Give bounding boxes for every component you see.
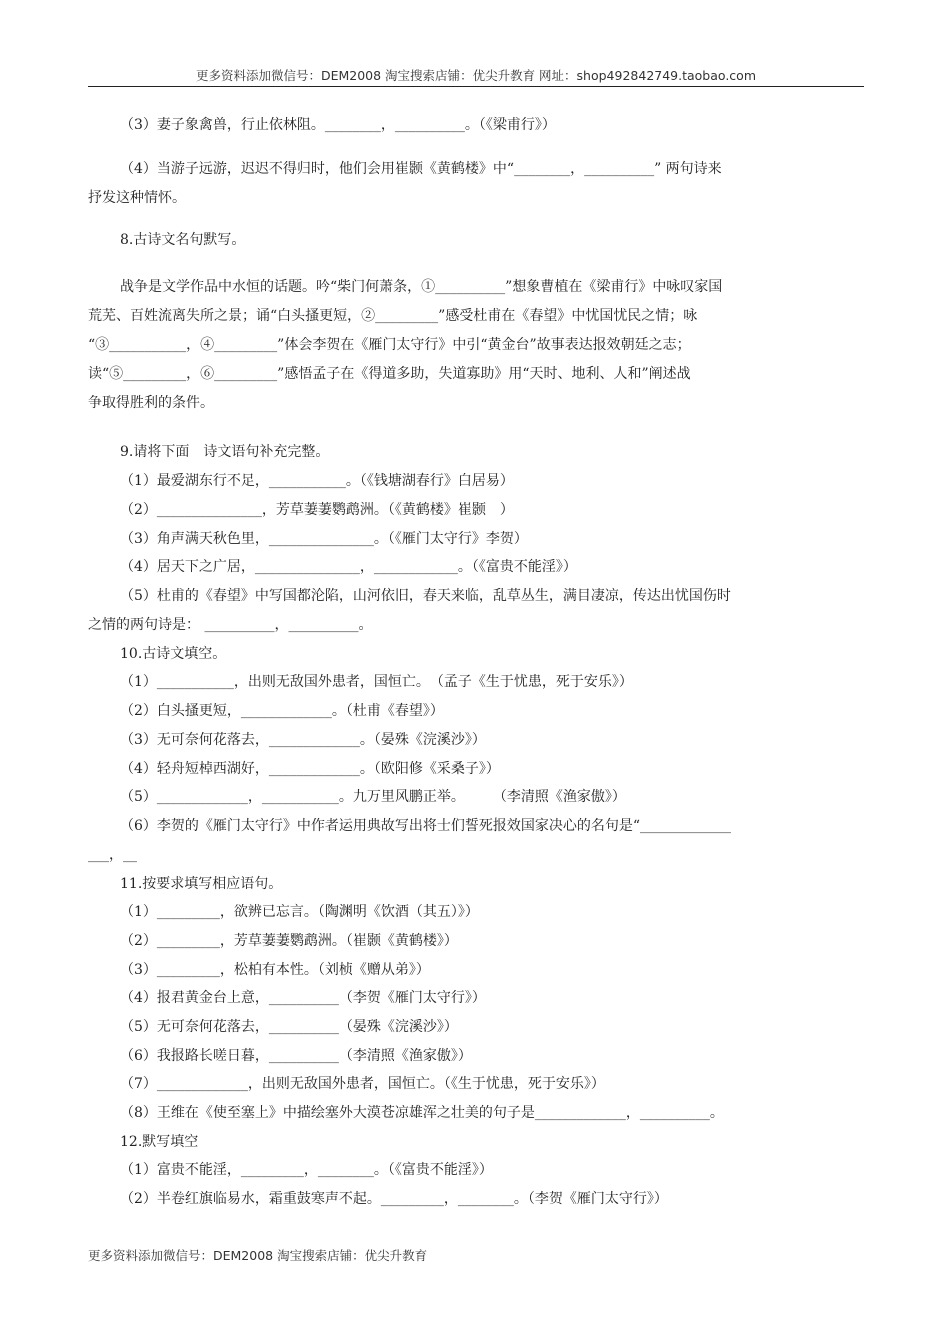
question-line: （1）富贵不能淫，_________，________。（《富贵不能淫》） <box>120 1162 493 1178</box>
page-header: 更多资料添加微信号：DEM2008 淘宝搜索店铺：优尖升教育 网址：shop492842749.taobao.com <box>195 68 757 83</box>
question-line: （1）___________，出则无敌国外患者，国恒亡。 （孟子《生于忧患，死于安乐》） <box>120 674 633 690</box>
question-line: （4）报君黄金台上意，__________（李贺《雁门太守行》） <box>120 990 486 1006</box>
question-line: （3）角声满天秋色里，_______________。（《雁门太守行》李贺） <box>120 531 528 547</box>
question-line: “③___________，④_________”体会李贺在《雁门太守行》中引“黄金台”故事表达报效朝廷之志； <box>88 337 691 353</box>
question-line: （5）无可奈何花落去，__________（晏殊《浣溪沙》） <box>120 1019 458 1035</box>
question-line: （2）白头搔更短，_____________。（杜甫《春望》） <box>120 703 444 719</box>
question-line: 之情的两句诗是： __________，__________。 <box>88 617 373 633</box>
question-line: （5）杜甫的《春望》中写国都沦陷，山河依旧，春天来临，乱草丛生，满目凄凉，传达出忧国伤时 <box>120 588 731 604</box>
question-line: 抒发这种情怀。 <box>88 190 186 206</box>
header-divider <box>88 86 864 87</box>
question-line: （4）居天下之广居，_______________，____________。（《富贵不能淫》） <box>120 559 577 575</box>
question-line: （2）_________，芳草萋萋鹦鹉洲。（崔颢《黄鹤楼》） <box>120 933 458 949</box>
question-line: （1）最爱湖东行不足，___________。（《钱塘湖春行》白居易） <box>120 473 514 489</box>
question-line: （2）_______________，芳草萋萋鹦鹉洲。（《黄鹤楼》崔颢 ） <box>120 502 514 518</box>
question-heading: 11.按要求填写相应语句。 <box>120 876 283 892</box>
question-line: （5）_____________，___________。九万里风鹏正举。 （李清照《渔家傲》） <box>120 789 626 805</box>
page-footer: 更多资料添加微信号：DEM2008 淘宝搜索店铺：优尖升教育 <box>88 1248 428 1263</box>
question-line: ___，__ <box>88 847 137 863</box>
question-line: （3）妻子象禽兽，行止依林阻。________，__________。（《梁甫行》） <box>120 117 556 133</box>
question-heading: 12.默写填空 <box>120 1134 199 1150</box>
question-line: （6）我报路长嗟日暮，__________（李清照《渔家傲》） <box>120 1048 472 1064</box>
question-line: （6）李贺的《雁门太守行》中作者运用典故写出将士们誓死报效国家决心的名句是“_____________ <box>120 818 732 834</box>
question-line: 战争是文学作品中水恒的话题。吟“柴门何萧条，①__________”想象曹植在《梁甫行》中咏叹家国 <box>120 279 723 295</box>
question-heading: 10.古诗文填空。 <box>120 646 227 662</box>
question-line: （1）_________，欲辨已忘言。（陶渊明《饮酒（其五）》） <box>120 904 479 920</box>
question-line: （4）当游子远游，迟迟不得归时，他们会用崔颢《黄鹤楼》中“________，__________” 两句诗来 <box>120 161 722 177</box>
question-heading: 8.古诗文名句默写。 <box>120 232 246 248</box>
question-line: 读“⑤_________，⑥_________”感悟孟子在《得道多助，失道寡助》用“天时、地利、人和”阐述战 <box>88 366 691 382</box>
question-line: （4）轻舟短棹西湖好，_____________。（欧阳修《采桑子》） <box>120 761 500 777</box>
question-line: （8）王维在《使至塞上》中描绘塞外大漠苍凉雄浑之壮美的句子是_____________，__________。 <box>120 1105 724 1121</box>
question-line: 荒芜、百姓流离失所之景；诵“白头搔更短，②_________”感受杜甫在《春望》中忧国忧民之情；咏 <box>88 308 698 324</box>
question-line: （2）半卷红旗临易水，霜重鼓寒声不起。_________，________。（李贺《雁门太守行》） <box>120 1191 668 1207</box>
question-heading: 9.请将下面 诗文语句补充完整。 <box>120 444 330 460</box>
question-line: （3）无可奈何花落去，_____________。（晏殊《浣溪沙》） <box>120 732 486 748</box>
question-line: （7）_____________，出则无敌国外患者，国恒亡。（《生于忧患，死于安乐》） <box>120 1076 605 1092</box>
question-line: （3）_________，松柏有本性。（刘桢《赠从弟》） <box>120 962 430 978</box>
question-line: 争取得胜利的条件。 <box>88 395 214 411</box>
